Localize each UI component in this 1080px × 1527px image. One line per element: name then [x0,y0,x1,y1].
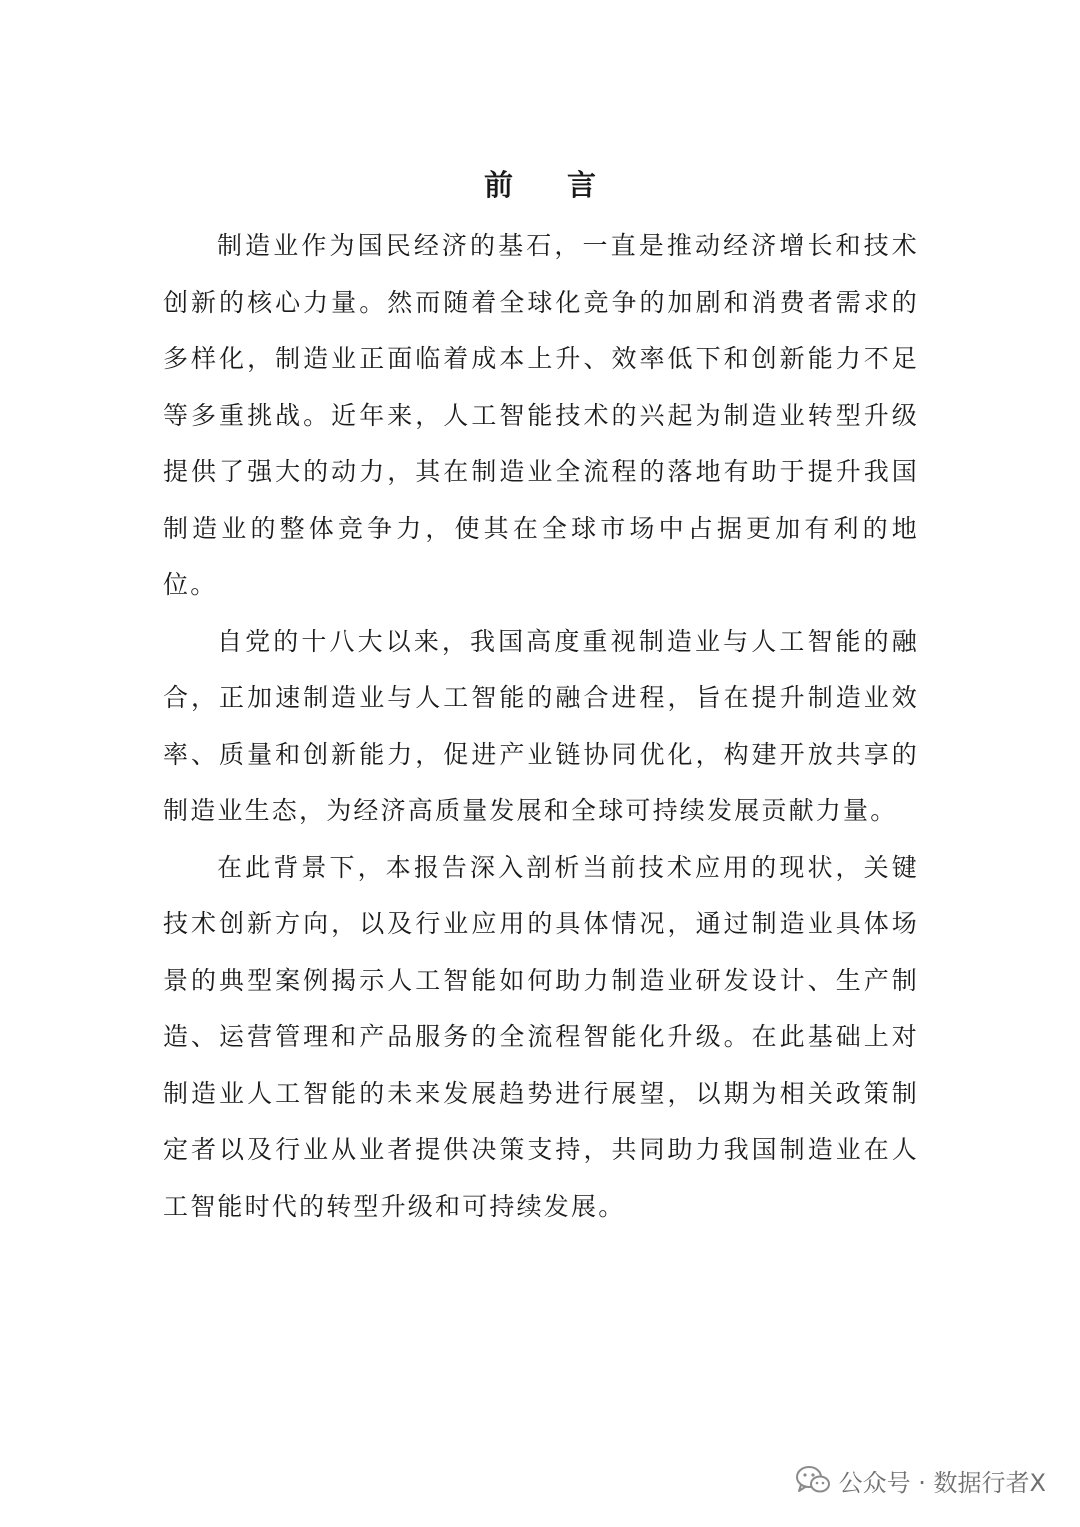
paragraph: 自党的十八大以来，我国高度重视制造业与人工智能的融合，正加速制造业与人工智能的融合进程，旨在提升制造业效率、质量和创新能力，促进产业链协同优化，构建开放共享的制造业生态，为经济高质量发展和全球可持续发展贡献力量。 [163,626,919,825]
paragraph: 制造业作为国民经济的基石，一直是推动经济增长和技术创新的核心力量。然而随着全球化竞争的加剧和消费者需求的多样化，制造业正面临着成本上升、效率低下和创新能力不足等多重挑战。近年来，人工智能技术的兴起为制造业转型升级提供了强大的动力，其在制造业全流程的落地有助于提升我国制造业的整体竞争力，使其在全球市场中占据更加有利的地位。 [163,231,919,599]
watermark-text: 公众号 · 数据行者X [838,1468,1046,1497]
body-text [163,218,919,1235]
wechat-icon [795,1464,831,1496]
page-title: 前 言 [483,168,619,202]
paragraph: 在此背景下，本报告深入剖析当前技术应用的现状，关键技术创新方向，以及行业应用的具体情况，通过制造业具体场景的典型案例揭示人工智能如何助力制造业研发设计、生产制造、运营管理和产品服务的全流程智能化升级。在此基础上对制造业人工智能的未来发展趋势进行展望，以期为相关政策制定者以及行业从业者提供决策支持，共同助力我国制造业在人工智能时代的转型升级和可持续发展。 [163,852,919,1221]
watermark [795,1460,1046,1500]
